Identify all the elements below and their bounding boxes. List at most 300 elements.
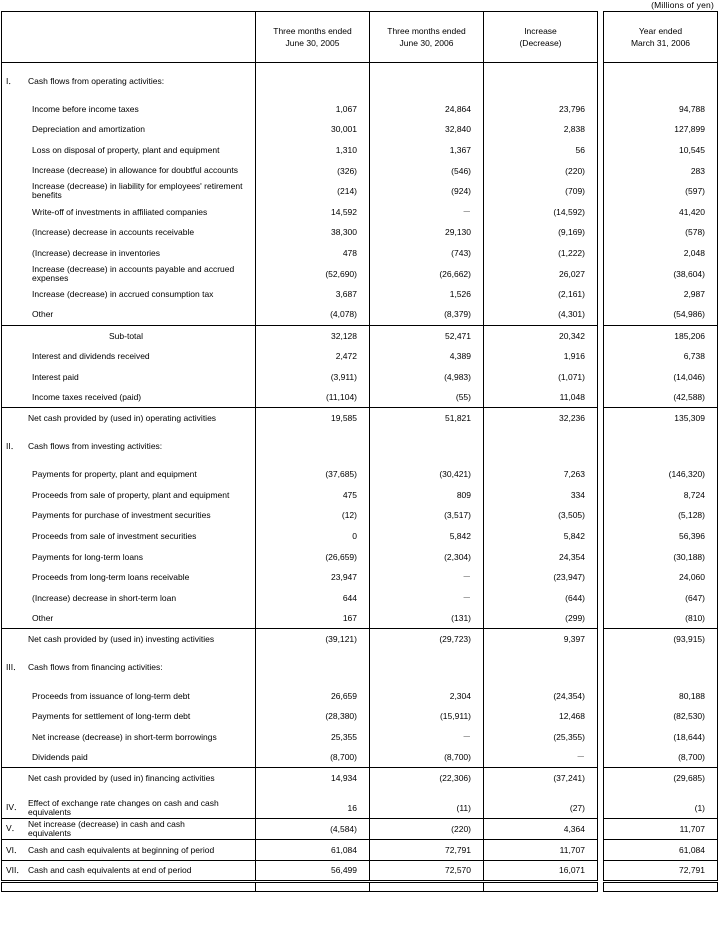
value-q1-2006: 5,842	[370, 526, 484, 547]
value-q1-2005: (8,700)	[256, 747, 370, 768]
section-number: VI．	[6, 844, 23, 855]
row-label-text: Dividends paid	[32, 752, 88, 763]
col-header-text: Three months ended June 30, 2005	[273, 26, 352, 48]
value-increase: 56	[484, 140, 598, 161]
table-row	[2, 201, 718, 222]
net-cash-row	[2, 768, 718, 789]
row-label	[2, 325, 256, 346]
value-increase	[484, 658, 598, 676]
table-row	[2, 366, 718, 387]
row-label-text: Other	[32, 613, 54, 624]
value-fy-2006: (82,530)	[604, 706, 718, 727]
value-increase: 12,468	[484, 706, 598, 727]
value-increase: (9,169)	[484, 222, 598, 243]
value-q1-2005: 19,585	[256, 407, 370, 428]
value-q1-2006: 52,471	[370, 325, 484, 346]
spacer-row	[2, 90, 718, 99]
value-increase	[484, 437, 598, 455]
cash-flow-table	[1, 11, 718, 892]
table-row	[2, 567, 718, 588]
row-label-text: Cash flows from investing activities:	[28, 441, 163, 451]
row-label	[2, 839, 256, 860]
value-q1-2006: (55)	[370, 387, 484, 408]
value-increase: (709)	[484, 181, 598, 202]
value-fy-2006: (93,915)	[604, 629, 718, 650]
value-fy-2006	[604, 788, 718, 797]
row-label-text: Interest and dividends received	[32, 350, 150, 361]
value-fy-2006: (14,046)	[604, 366, 718, 387]
row-label	[2, 685, 256, 706]
section-row	[2, 72, 718, 90]
col-header-increase	[484, 12, 598, 63]
value-increase: 26,027	[484, 263, 598, 284]
row-label-text: Proceeds from sale of property, plant and equipment	[32, 489, 230, 500]
value-q1-2005: 644	[256, 588, 370, 609]
row-label-text: Proceeds from issuance of long-term debt	[32, 690, 190, 701]
value-increase: 24,354	[484, 546, 598, 567]
table-row	[2, 284, 718, 305]
row-label	[2, 455, 256, 464]
row-label	[2, 676, 256, 685]
value-fy-2006	[604, 658, 718, 676]
value-q1-2006	[370, 90, 484, 99]
value-q1-2005: 30,001	[256, 119, 370, 140]
value-fy-2006: 2,048	[604, 243, 718, 264]
table-row	[2, 818, 718, 839]
table-row	[2, 346, 718, 367]
value-fy-2006: (30,188)	[604, 546, 718, 567]
value-q1-2005: 0	[256, 526, 370, 547]
spacer-row	[2, 455, 718, 464]
value-q1-2006: 1,367	[370, 140, 484, 161]
value-q1-2006: 72,570	[370, 860, 484, 881]
value-q1-2006: －	[370, 567, 484, 588]
value-q1-2005	[256, 649, 370, 658]
value-q1-2005: (3,911)	[256, 366, 370, 387]
value-increase	[484, 455, 598, 464]
table-row	[2, 860, 718, 881]
value-fy-2006: 10,545	[604, 140, 718, 161]
section-number: VII．	[6, 865, 25, 876]
header-row	[2, 12, 718, 63]
value-q1-2005: (12)	[256, 505, 370, 526]
value-fy-2006: 283	[604, 160, 718, 181]
row-label-text: Net increase (decrease) in short-term borrowings	[32, 731, 217, 742]
value-increase	[484, 881, 598, 891]
value-fy-2006: 127,899	[604, 119, 718, 140]
value-q1-2006	[370, 658, 484, 676]
value-increase	[484, 649, 598, 658]
row-label	[2, 546, 256, 567]
table-row	[2, 747, 718, 768]
row-label	[2, 437, 256, 455]
spacer-row	[2, 649, 718, 658]
value-fy-2006	[604, 437, 718, 455]
row-label	[2, 485, 256, 506]
section-row	[2, 437, 718, 455]
value-q1-2005: 167	[256, 608, 370, 629]
col-header-text: Increase (Decrease)	[519, 26, 562, 48]
value-q1-2005: 14,934	[256, 768, 370, 789]
section-row	[2, 658, 718, 676]
value-q1-2005: 16	[256, 797, 370, 818]
row-label	[2, 505, 256, 526]
row-label	[2, 407, 256, 428]
row-label	[2, 464, 256, 485]
row-label-text: Increase (decrease) in accrued consumption tax	[32, 289, 214, 300]
value-increase	[484, 63, 598, 72]
value-fy-2006: (5,128)	[604, 505, 718, 526]
value-fy-2006	[604, 63, 718, 72]
value-fy-2006: 72,791	[604, 860, 718, 881]
spacer-row	[2, 428, 718, 437]
value-fy-2006: (18,644)	[604, 727, 718, 748]
value-q1-2006	[370, 428, 484, 437]
table-row	[2, 546, 718, 567]
value-increase: 11,707	[484, 839, 598, 860]
value-q1-2005: (326)	[256, 160, 370, 181]
net-cash-row	[2, 407, 718, 428]
value-fy-2006: (29,685)	[604, 768, 718, 789]
table-row	[2, 387, 718, 408]
value-q1-2005: (4,078)	[256, 304, 370, 325]
col-header-text: Year ended March 31, 2006	[630, 26, 691, 48]
row-label-text: Net increase (decrease) in cash and cash equivalents	[28, 818, 185, 838]
value-increase: 334	[484, 485, 598, 506]
section-number: V．	[6, 823, 21, 834]
value-q1-2006: (26,662)	[370, 263, 484, 284]
value-fy-2006: 8,724	[604, 485, 718, 506]
value-q1-2005: 3,687	[256, 284, 370, 305]
value-fy-2006: 56,396	[604, 526, 718, 547]
value-fy-2006: 6,738	[604, 346, 718, 367]
value-q1-2005	[256, 63, 370, 72]
value-q1-2006: (2,304)	[370, 546, 484, 567]
value-q1-2006: (220)	[370, 818, 484, 839]
value-fy-2006: (146,320)	[604, 464, 718, 485]
row-label	[2, 727, 256, 748]
value-fy-2006	[604, 455, 718, 464]
value-increase: 1,916	[484, 346, 598, 367]
row-label-text: Cash flows from financing activities:	[28, 662, 163, 673]
row-label-text: Net cash provided by (used in) financing activities	[28, 773, 215, 784]
row-label	[2, 99, 256, 120]
table-row	[2, 505, 718, 526]
unit-note: (Millions of yen)	[651, 0, 714, 10]
value-increase	[484, 428, 598, 437]
value-q1-2005: (214)	[256, 181, 370, 202]
value-increase: (14,592)	[484, 201, 598, 222]
value-q1-2005: (52,690)	[256, 263, 370, 284]
value-fy-2006	[604, 676, 718, 685]
value-q1-2005: (4,584)	[256, 818, 370, 839]
value-q1-2006	[370, 455, 484, 464]
value-fy-2006: 80,188	[604, 685, 718, 706]
value-q1-2006: －	[370, 201, 484, 222]
value-increase: (1,222)	[484, 243, 598, 264]
value-fy-2006	[604, 72, 718, 90]
table-row	[2, 485, 718, 506]
value-q1-2005: (28,380)	[256, 706, 370, 727]
value-q1-2005	[256, 658, 370, 676]
table-row	[2, 304, 718, 325]
value-q1-2005: 1,067	[256, 99, 370, 120]
row-label	[2, 860, 256, 881]
value-q1-2006: 4,389	[370, 346, 484, 367]
value-increase: －	[484, 747, 598, 768]
cash-flow-body	[2, 12, 718, 892]
row-label	[2, 428, 256, 437]
value-increase: (23,947)	[484, 567, 598, 588]
spacer-row	[2, 881, 718, 891]
row-label-text: Cash and cash equivalents at beginning of period	[28, 844, 215, 855]
table-row	[2, 119, 718, 140]
value-fy-2006	[604, 90, 718, 99]
value-q1-2005: (39,121)	[256, 629, 370, 650]
value-increase: 9,397	[484, 629, 598, 650]
value-q1-2005	[256, 90, 370, 99]
table-row	[2, 222, 718, 243]
table-row	[2, 685, 718, 706]
value-q1-2005: 478	[256, 243, 370, 264]
value-q1-2006: (924)	[370, 181, 484, 202]
value-q1-2005: (37,685)	[256, 464, 370, 485]
row-label-text: Other	[32, 309, 54, 320]
table-row	[2, 727, 718, 748]
value-increase: (27)	[484, 797, 598, 818]
row-label-text: (Increase) decrease in short-term loan	[32, 592, 177, 603]
value-increase: (1,071)	[484, 366, 598, 387]
row-label	[2, 706, 256, 727]
section-number: II．	[6, 441, 20, 451]
value-q1-2005: 1,310	[256, 140, 370, 161]
table-row	[2, 526, 718, 547]
value-increase: (25,355)	[484, 727, 598, 748]
value-q1-2006: 51,821	[370, 407, 484, 428]
row-label	[2, 629, 256, 650]
row-label-text: Depreciation and amortization	[32, 124, 145, 135]
value-increase: (24,354)	[484, 685, 598, 706]
value-q1-2006: 24,864	[370, 99, 484, 120]
value-fy-2006: 135,309	[604, 407, 718, 428]
row-label-text: Net cash provided by (used in) investing activities	[28, 634, 215, 645]
row-label	[2, 881, 256, 891]
row-label-text: Payments for settlement of long-term debt	[32, 711, 191, 722]
value-fy-2006: 185,206	[604, 325, 718, 346]
value-increase	[484, 676, 598, 685]
value-increase	[484, 90, 598, 99]
net-cash-row	[2, 629, 718, 650]
value-increase: (220)	[484, 160, 598, 181]
value-q1-2006: (29,723)	[370, 629, 484, 650]
row-label	[2, 649, 256, 658]
value-fy-2006	[604, 649, 718, 658]
row-label	[2, 222, 256, 243]
table-row	[2, 706, 718, 727]
value-increase: 5,842	[484, 526, 598, 547]
col-header-q1-2005	[256, 12, 370, 63]
row-label	[2, 567, 256, 588]
row-label	[2, 387, 256, 408]
value-q1-2006: 1,526	[370, 284, 484, 305]
value-q1-2006	[370, 72, 484, 90]
value-fy-2006: (8,700)	[604, 747, 718, 768]
table-row	[2, 839, 718, 860]
row-label-text: Write-off of investments in affiliated companies	[32, 206, 208, 217]
row-label	[2, 658, 256, 676]
value-q1-2006: 29,130	[370, 222, 484, 243]
subtotal-row	[2, 325, 718, 346]
row-label-text: Cash flows from operating activities:	[28, 75, 165, 86]
value-fy-2006: 94,788	[604, 99, 718, 120]
value-increase: 7,263	[484, 464, 598, 485]
value-q1-2006: (3,517)	[370, 505, 484, 526]
value-fy-2006: (1)	[604, 797, 718, 818]
value-increase: 32,236	[484, 407, 598, 428]
section-number: I．	[6, 75, 17, 86]
row-label	[2, 788, 256, 797]
table-row	[2, 797, 718, 818]
value-q1-2005: 25,355	[256, 727, 370, 748]
value-q1-2006: (30,421)	[370, 464, 484, 485]
value-q1-2005	[256, 437, 370, 455]
value-q1-2005: 14,592	[256, 201, 370, 222]
table-row	[2, 140, 718, 161]
row-label-text: Payments for property, plant and equipment	[32, 469, 197, 480]
value-fy-2006	[604, 428, 718, 437]
value-fy-2006: (54,986)	[604, 304, 718, 325]
row-label	[2, 284, 256, 305]
row-label-text: Income before income taxes	[32, 103, 139, 114]
value-increase: 20,342	[484, 325, 598, 346]
value-fy-2006: 41,420	[604, 201, 718, 222]
value-q1-2005: 475	[256, 485, 370, 506]
row-label	[2, 768, 256, 789]
row-label-text: Sub-total	[109, 330, 144, 341]
col-header-text: Three months ended June 30, 2006	[387, 26, 466, 48]
value-increase: (644)	[484, 588, 598, 609]
row-label	[2, 181, 256, 202]
value-fy-2006: 11,707	[604, 818, 718, 839]
value-q1-2006: 32,840	[370, 119, 484, 140]
value-fy-2006: (647)	[604, 588, 718, 609]
value-q1-2006	[370, 881, 484, 891]
value-q1-2005: (26,659)	[256, 546, 370, 567]
spacer-row	[2, 788, 718, 797]
col-header-q1-2006	[370, 12, 484, 63]
row-label-text: (Increase) decrease in accounts receivable	[32, 227, 195, 238]
table-row	[2, 160, 718, 181]
value-fy-2006: (578)	[604, 222, 718, 243]
value-q1-2005: 38,300	[256, 222, 370, 243]
table-row	[2, 243, 718, 264]
row-label	[2, 747, 256, 768]
row-label	[2, 366, 256, 387]
value-fy-2006: (42,588)	[604, 387, 718, 408]
value-q1-2005: 23,947	[256, 567, 370, 588]
value-increase	[484, 788, 598, 797]
value-q1-2005: 26,659	[256, 685, 370, 706]
value-q1-2006: －	[370, 727, 484, 748]
value-q1-2006: 2,304	[370, 685, 484, 706]
row-label-text: Payments for long-term loans	[32, 551, 144, 562]
value-q1-2006: (8,379)	[370, 304, 484, 325]
row-label	[2, 608, 256, 629]
value-q1-2006: 72,791	[370, 839, 484, 860]
value-q1-2006: (11)	[370, 797, 484, 818]
row-label-text: Interest paid	[32, 371, 79, 382]
value-increase: 2,838	[484, 119, 598, 140]
value-q1-2006: 809	[370, 485, 484, 506]
row-label	[2, 140, 256, 161]
table-row	[2, 588, 718, 609]
row-label-text: Cash and cash equivalents at end of period	[28, 865, 192, 876]
value-increase: 16,071	[484, 860, 598, 881]
value-q1-2005	[256, 881, 370, 891]
value-increase: (4,301)	[484, 304, 598, 325]
value-increase	[484, 72, 598, 90]
table-row	[2, 608, 718, 629]
spacer-row	[2, 63, 718, 72]
value-q1-2005	[256, 676, 370, 685]
row-label	[2, 201, 256, 222]
col-header-fy-2006	[604, 12, 718, 63]
value-q1-2006	[370, 788, 484, 797]
value-increase: 11,048	[484, 387, 598, 408]
spacer-row	[2, 676, 718, 685]
value-q1-2005: 32,128	[256, 325, 370, 346]
value-fy-2006: 2,987	[604, 284, 718, 305]
value-q1-2005	[256, 455, 370, 464]
row-label-text: (Increase) decrease in inventories	[32, 247, 161, 258]
section-number: IV．	[6, 801, 23, 812]
row-label	[2, 119, 256, 140]
section-number: III．	[6, 662, 22, 673]
value-q1-2005: 2,472	[256, 346, 370, 367]
row-label-text: Effect of exchange rate changes on cash and cash equivalents	[28, 797, 219, 817]
value-q1-2006: －	[370, 588, 484, 609]
value-q1-2006	[370, 649, 484, 658]
value-increase: 4,364	[484, 818, 598, 839]
value-q1-2005	[256, 788, 370, 797]
value-increase: (299)	[484, 608, 598, 629]
row-label	[2, 588, 256, 609]
value-q1-2006: (743)	[370, 243, 484, 264]
row-label-text: Proceeds from sale of investment securities	[32, 531, 197, 542]
table-row	[2, 181, 718, 202]
row-label-text: Payments for purchase of investment securities	[32, 510, 211, 521]
value-q1-2005	[256, 72, 370, 90]
row-label	[2, 818, 256, 839]
row-label	[2, 526, 256, 547]
value-increase: (37,241)	[484, 768, 598, 789]
row-label	[2, 263, 256, 284]
value-fy-2006: 61,084	[604, 839, 718, 860]
row-label-text: Proceeds from long-term loans receivable	[32, 572, 190, 583]
row-label-text: Increase (decrease) in allowance for doubtful accounts	[32, 165, 239, 176]
value-q1-2005: (11,104)	[256, 387, 370, 408]
row-label	[2, 797, 256, 818]
value-q1-2006: (131)	[370, 608, 484, 629]
row-label-text: Increase (decrease) in liability for employees' retirement benefits	[32, 181, 243, 201]
table-row	[2, 263, 718, 284]
value-q1-2006	[370, 676, 484, 685]
value-q1-2006: (546)	[370, 160, 484, 181]
value-q1-2006: (8,700)	[370, 747, 484, 768]
value-q1-2005	[256, 428, 370, 437]
value-q1-2005: 61,084	[256, 839, 370, 860]
row-label-text: Income taxes received (paid)	[32, 391, 142, 402]
